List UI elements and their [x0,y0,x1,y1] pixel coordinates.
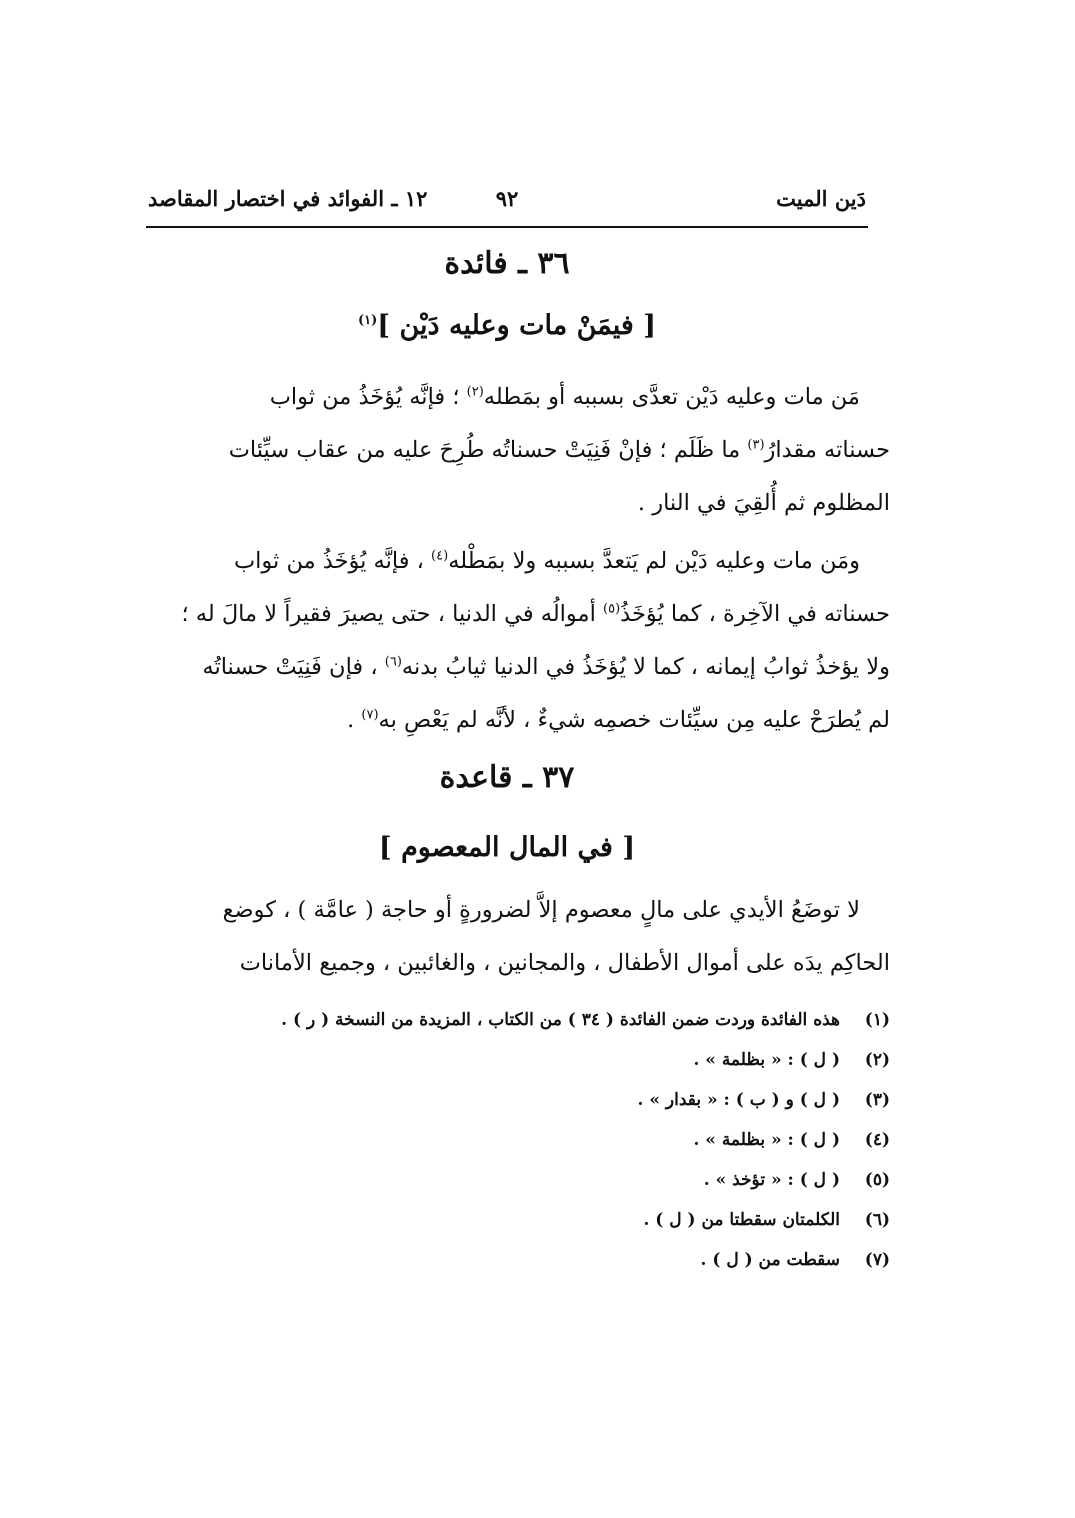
header-book-title: ١٢ ـ الفوائد في اختصار المقاصد [148,186,428,211]
footnote-number: (١) [864,1010,890,1030]
line-text: ومَن مات وعليه دَيْن لم يَتعدَّ بسببه ولا بمَطْله [448,548,860,574]
line-text: ولا يؤخذُ ثوابُ إيمانه ، كما لا يُؤخَذُ في الدنيا ثيابُ بدنه [401,654,890,680]
paragraph-line [148,477,890,530]
section-36-paragraph-2 [148,535,890,747]
footnote-ref-2: (٢) [466,384,484,400]
footnote-item [148,1040,890,1080]
footnote-text: ( ل ) : « بظلمة » . [693,1130,840,1150]
section-37-subheading: [ في المال المعصوم ] [378,832,636,863]
line-text: حسناته مقدارُ [764,437,890,463]
footnote-text: ( ل ) : « بظلمة » . [693,1050,840,1070]
footnote-number: (٦) [864,1210,890,1230]
footnote-text: سقطت من ( ل ) . [700,1250,840,1270]
footnote-ref-4: (٤) [431,548,449,564]
header-chapter-title: دَين الميت [776,186,866,211]
line-text: المظلوم ثم أُلقِيَ في النار . [637,490,890,516]
footnote-text: الكلمتان سقطتا من ( ل ) . [643,1210,840,1230]
footnote-item [148,1080,890,1120]
page-number: ٩٢ [495,186,519,211]
footnote-number: (٤) [864,1130,890,1150]
paragraph-line [148,535,890,588]
footnote-text: هذه الفائدة وردت ضمن الفائدة ( ٣٤ ) من الكتاب ، المزيدة من النسخة ( ر ) . [281,1010,840,1030]
footnote-ref-7: (٧) [361,707,379,723]
footnote-number: (٣) [864,1090,890,1110]
line-text: ما ظَلَم ؛ فإنْ فَنِيَتْ حسناتُه طُرِحَ عليه من عقاب سيِّئات [228,437,748,463]
footnote-item [148,1160,890,1200]
footnote-ref-1: (١) [358,313,378,328]
line-text: أموالُه في الدنيا ، حتى يصيرَ فقيراً لا مالَ له ؛ [181,601,603,627]
footnote-number: (٥) [864,1170,890,1190]
line-text: حسناته في الآخِرة ، كما يُؤخَذُ [620,601,890,627]
paragraph-line [148,371,890,424]
line-text: لم يُطرَحْ عليه مِن سيِّئات خصمِه شيءٌ ، لأنَّه لم يَعْصِ به [378,707,890,733]
paragraph-line [148,641,890,694]
paragraph-line: الحاكِم يدَه على أموال الأطفال ، والمجانين ، والغائبين ، وجميع الأمانات [239,950,890,976]
footnote-item [148,1240,890,1280]
footnote-ref-6: (٦) [384,654,402,670]
section-36-paragraph-1 [148,371,890,530]
footnote-item [148,1200,890,1240]
paragraph-line [148,588,890,641]
footnote-ref-5: (٥) [603,601,621,617]
footnotes-list [148,1000,890,1280]
footnote-item [148,1120,890,1160]
header-divider [146,226,868,228]
footnote-item [148,1000,890,1040]
section-36-heading: ٣٦ ـ فائدة [444,246,570,281]
line-text: ، فإن فَنِيَتْ حسناتُه [202,654,385,680]
section-36-subheading [148,310,866,341]
paragraph-line [148,694,890,747]
line-text: مَن مات وعليه دَيْن تعدَّى بسببه أو بمَطله [483,384,860,410]
line-text: ؛ فإنَّه يُؤخَذُ من ثواب [269,384,467,410]
footnote-number: (٢) [864,1050,890,1070]
running-header [148,186,866,226]
footnote-number: (٧) [864,1250,890,1270]
footnote-text: ( ل ) : « تؤخذ » . [703,1170,840,1190]
footnote-ref-3: (٣) [747,437,765,453]
line-text: . [347,707,362,733]
paragraph-line: لا توضَعُ الأيدي على مالٍ معصوم إلاَّ لضرورةٍ أو حاجة ( عامَّة ) ، كوضع [222,897,860,923]
section-37-heading: ٣٧ ـ قاعدة [439,760,575,795]
section-36-subheading-text: [ فيمَنْ مات وعليه دَيْن ] [377,310,656,341]
footnote-text: ( ل ) و ( ب ) : « بقدار » . [637,1090,840,1110]
line-text: ، فإنَّه يُؤخَذُ من ثواب [233,548,432,574]
section-37-paragraph [148,884,890,990]
paragraph-line [148,424,890,477]
